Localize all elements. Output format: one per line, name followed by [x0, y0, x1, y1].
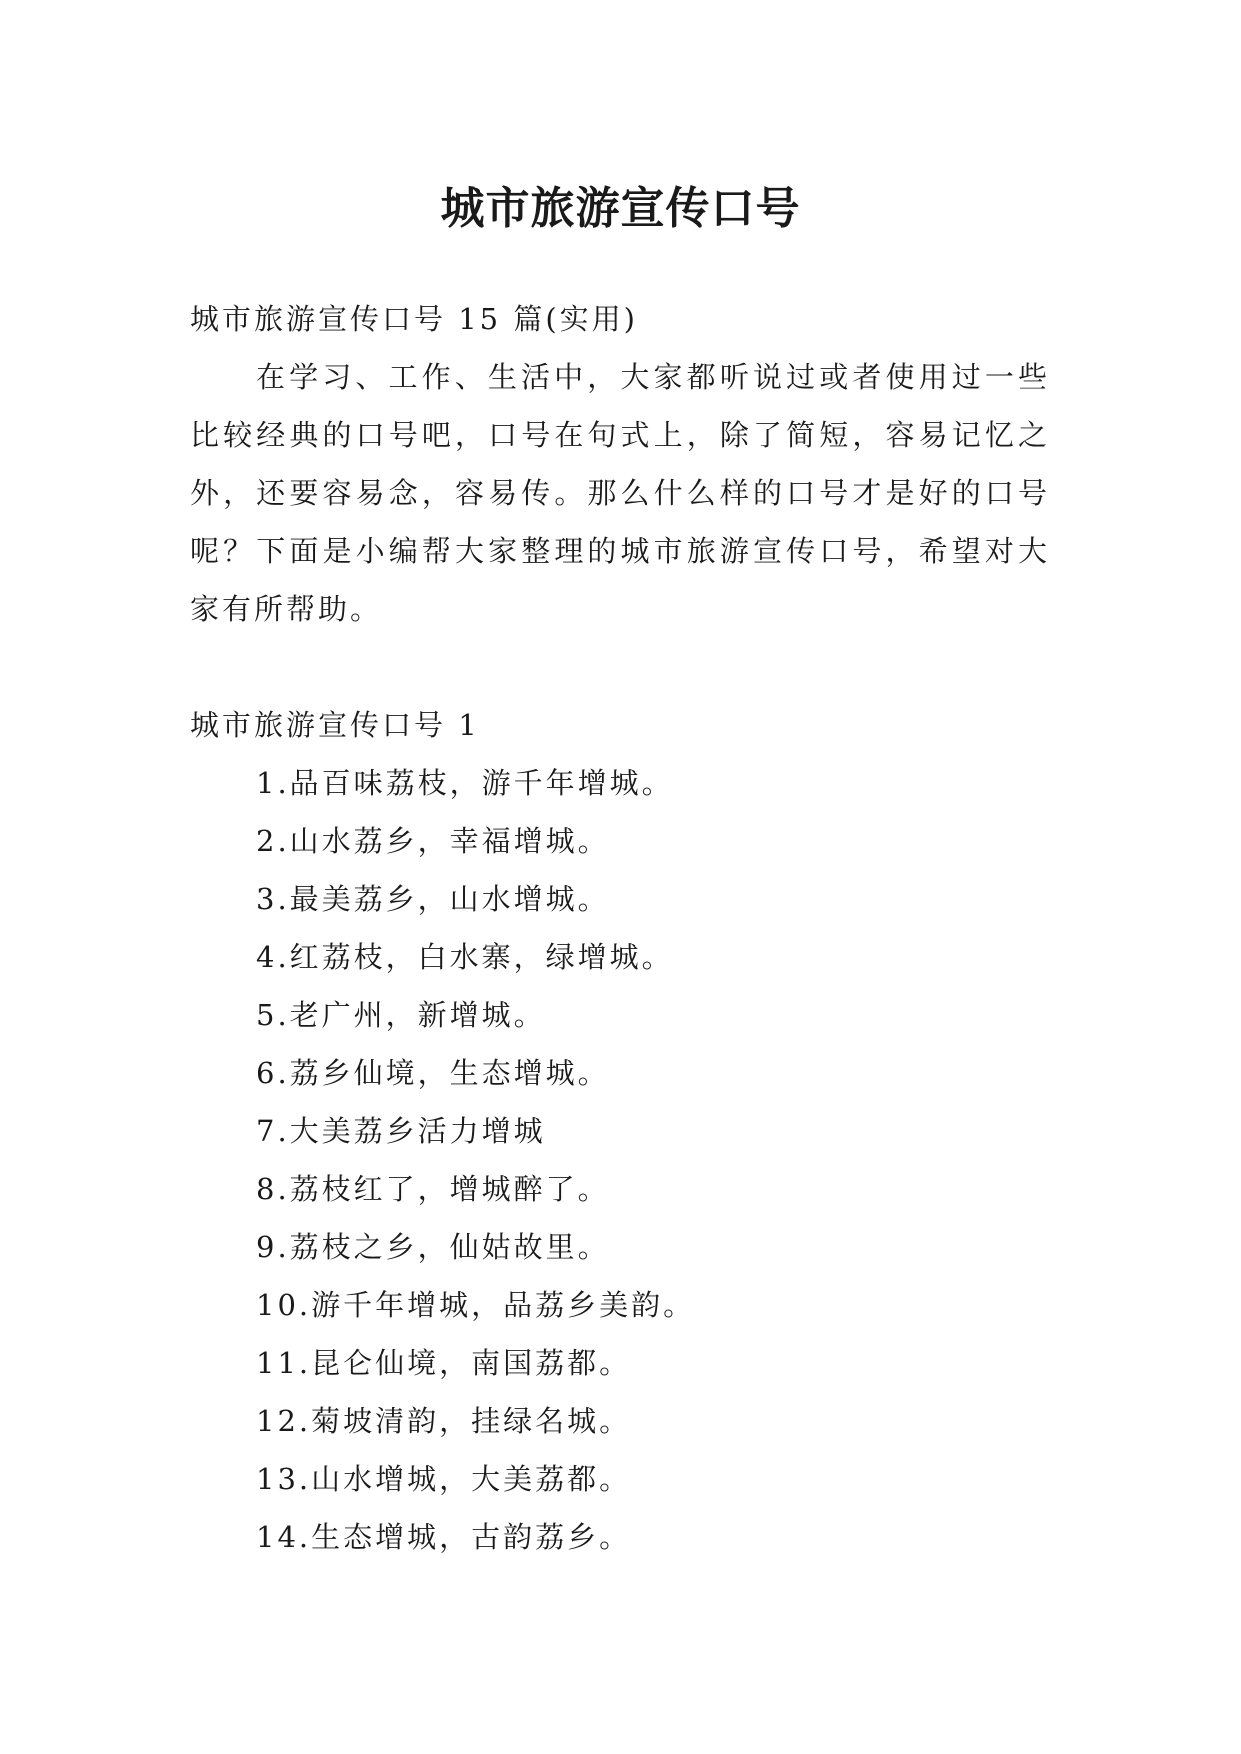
document-subtitle: 城市旅游宣传口号 15 篇(实用): [190, 302, 638, 336]
slogan-item: 5.老广州，新增城。: [256, 998, 546, 1032]
slogan-item: 3.最美荔乡，山水增城。: [256, 882, 610, 916]
document-title: 城市旅游宣传口号: [440, 183, 801, 235]
slogan-item: 10.游千年增城，品荔乡美韵。: [256, 1288, 696, 1322]
slogan-item: 8.荔枝红了，增城醉了。: [256, 1172, 610, 1206]
slogan-item: 9.荔枝之乡，仙姑故里。: [256, 1230, 610, 1264]
slogan-item: 13.山水增城，大美荔都。: [256, 1462, 632, 1496]
slogan-item: 2.山水荔乡，幸福增城。: [256, 824, 610, 858]
document-body: [190, 290, 1050, 1566]
section-heading: 城市旅游宣传口号 1: [190, 708, 480, 742]
slogan-list: [190, 754, 1050, 1566]
slogan-item: 6.荔乡仙境，生态增城。: [256, 1056, 610, 1090]
slogan-item: 4.红荔枝，白水寨，绿增城。: [256, 940, 674, 974]
slogan-item: 14.生态增城，古韵荔乡。: [256, 1520, 632, 1554]
intro-paragraph: 在学习、工作、生活中，大家都听说过或者使用过一些比较经典的口号吧，口号在句式上，除了简短，容易记忆之外，还要容易念，容易传。那么什么样的口号才是好的口号呢？下面是小编帮大家整理的城市旅游宣传口号，希望对大家有所帮助。: [190, 360, 1050, 626]
slogan-item: 12.菊坡清韵，挂绿名城。: [256, 1404, 632, 1438]
slogan-item: 11.昆仑仙境，南国荔都。: [256, 1346, 632, 1380]
slogan-item: 1.品百味荔枝，游千年增城。: [256, 766, 674, 800]
slogan-item: 7.大美荔乡活力增城: [256, 1114, 546, 1148]
